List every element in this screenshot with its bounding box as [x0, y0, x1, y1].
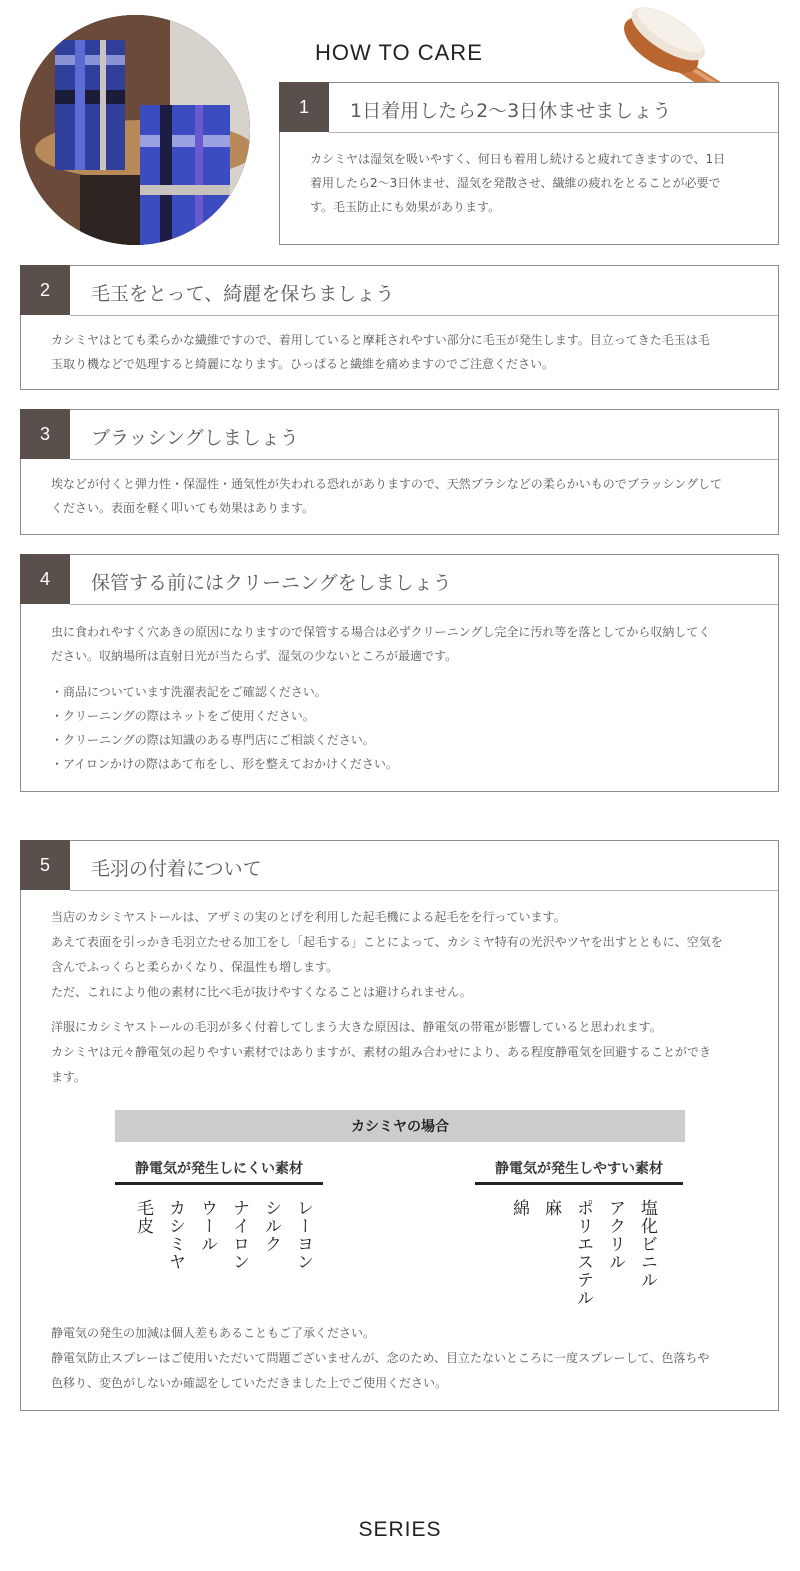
material-label: アクリル: [605, 1199, 625, 1271]
step-number-badge: 1: [279, 82, 329, 132]
material-label: ポリエステル: [573, 1199, 593, 1307]
low-static-rule: [115, 1182, 323, 1185]
list-item: ・アイロンかけの際はあて布をし、形を整えておかけください。: [51, 757, 398, 771]
text-line: す。毛玉防止にも効果があります。: [310, 200, 501, 214]
text-line: 当店のカシミヤストールは、アザミの実のとげを利用した起毛機による起毛をを行っています。: [51, 910, 566, 924]
material-label: 毛皮: [133, 1199, 153, 1235]
text-line: 虫に食われやすく穴あきの原因になりますので保管する場合は必ずクリーニングし完全に汚れ等を落としてから収納してく: [51, 625, 711, 639]
high-static-column-title: 静電気が発生しやすい素材: [495, 1161, 663, 1177]
list-item: ・商品についています洗濯表記をご確認ください。: [51, 685, 327, 699]
text-line: 着用したら2〜3日休ませ、湿気を発散させ、繊維の疲れをとることが必要で: [310, 176, 721, 190]
care-bullet-list: [51, 680, 761, 776]
step-title: 1日着用したら2〜3日休ませましょう: [350, 100, 672, 122]
step-divider: [329, 132, 778, 133]
text-line: 色移り、変色がしないか確認をしていただきました上でご使用ください。: [51, 1376, 448, 1390]
static-notes: [51, 1321, 761, 1396]
series-heading: SERIES: [358, 1518, 442, 1541]
cashmere-table-heading: カシミヤの場合: [115, 1110, 685, 1142]
step-divider: [70, 604, 778, 605]
material-label: ウール: [197, 1199, 217, 1253]
care-step-2: [20, 265, 779, 390]
care-step-1: [279, 82, 779, 245]
step-title: ブラッシングしましょう: [91, 427, 299, 449]
text-line: あえて表面を引っかき毛羽立たせる加工をし「起毛する」ことによって、カシミヤ特有の光沢やツヤを出すとともに、空気を: [51, 935, 723, 949]
text-line: ただ、これにより他の素材に比べ毛が抜けやすくなることは避けられません。: [51, 985, 472, 999]
page-title: HOW TO CARE: [315, 40, 483, 65]
text-line: 埃などが付くと弾力性・保湿性・通気性が失われる恐れがありますので、天然ブラシなどの柔らかいものでブラッシングして: [51, 477, 722, 491]
text-line: カシミヤは元々静電気の起りやすい素材ではありますが、素材の組み合わせにより、ある程度静電気を回避することができ: [51, 1045, 712, 1059]
step-description: [310, 147, 760, 219]
text-line: 静電気の発生の加減は個人差もあることもご了承ください。: [51, 1326, 376, 1340]
step-divider: [70, 459, 778, 460]
material-label: シルク: [261, 1199, 281, 1253]
material-label: レーヨン: [293, 1199, 313, 1271]
scarf-photo: [20, 15, 250, 245]
fuzz-explanation: [51, 905, 761, 1005]
text-line: カシミヤはとても柔らかな繊維ですので、着用していると摩耗されやすい部分に毛玉が発生します。目立ってきた毛玉は毛: [51, 333, 710, 347]
static-explanation: [51, 1015, 761, 1090]
text-line: ださい。収納場所は直射日光が当たらず、湿気の少ないところが最適です。: [51, 649, 458, 663]
step-number-badge: 2: [20, 265, 70, 315]
material-label: 麻: [541, 1199, 561, 1217]
text-line: カシミヤは湿気を吸いやすく、何日も着用し続けると疲れてきますので、1日: [310, 152, 726, 166]
step-description: [51, 620, 761, 668]
step-number-badge: 5: [20, 840, 70, 890]
step-title: 毛羽の付着について: [91, 858, 262, 880]
step-number-badge: 3: [20, 409, 70, 459]
material-label: ナイロン: [229, 1199, 249, 1271]
text-line: ください。表面を軽く叩いても効果はあります。: [51, 501, 315, 515]
material-label: 綿: [509, 1199, 529, 1217]
material-label: カシミヤ: [165, 1199, 185, 1271]
low-static-column-title: 静電気が発生しにくい素材: [135, 1161, 303, 1177]
step-description: [51, 328, 761, 376]
list-item: ・クリーニングの際は知識のある専門店にご相談ください。: [51, 733, 375, 747]
text-line: 静電気防止スプレーはご使用いただいて問題ございませんが、念のため、目立たないところに一度スプレーして、色落ちや: [51, 1351, 710, 1365]
step-divider: [70, 890, 778, 891]
care-step-3: [20, 409, 779, 535]
care-step-4: [20, 554, 779, 792]
text-line: 玉取り機などで処理すると綺麗になります。ひっぱると繊維を痛めますのでご注意ください。: [51, 357, 555, 371]
text-line: 含んでふっくらと柔らかくなり、保温性も増します。: [51, 960, 339, 974]
material-label: 塩化ビニル: [637, 1199, 657, 1289]
text-line: 洋服にカシミヤストールの毛羽が多く付着してしまう大きな原因は、静電気の帯電が影響していると思われます。: [51, 1020, 662, 1034]
step-divider: [70, 315, 778, 316]
high-static-rule: [475, 1182, 683, 1185]
text-line: ます。: [51, 1070, 87, 1084]
step-title: 毛玉をとって、綺麗を保ちましょう: [91, 283, 395, 305]
step-description: [51, 472, 761, 520]
list-item: ・クリーニングの際はネットをご使用ください。: [51, 709, 315, 723]
step-number-badge: 4: [20, 554, 70, 604]
step-title: 保管する前にはクリーニングをしましょう: [91, 572, 452, 594]
